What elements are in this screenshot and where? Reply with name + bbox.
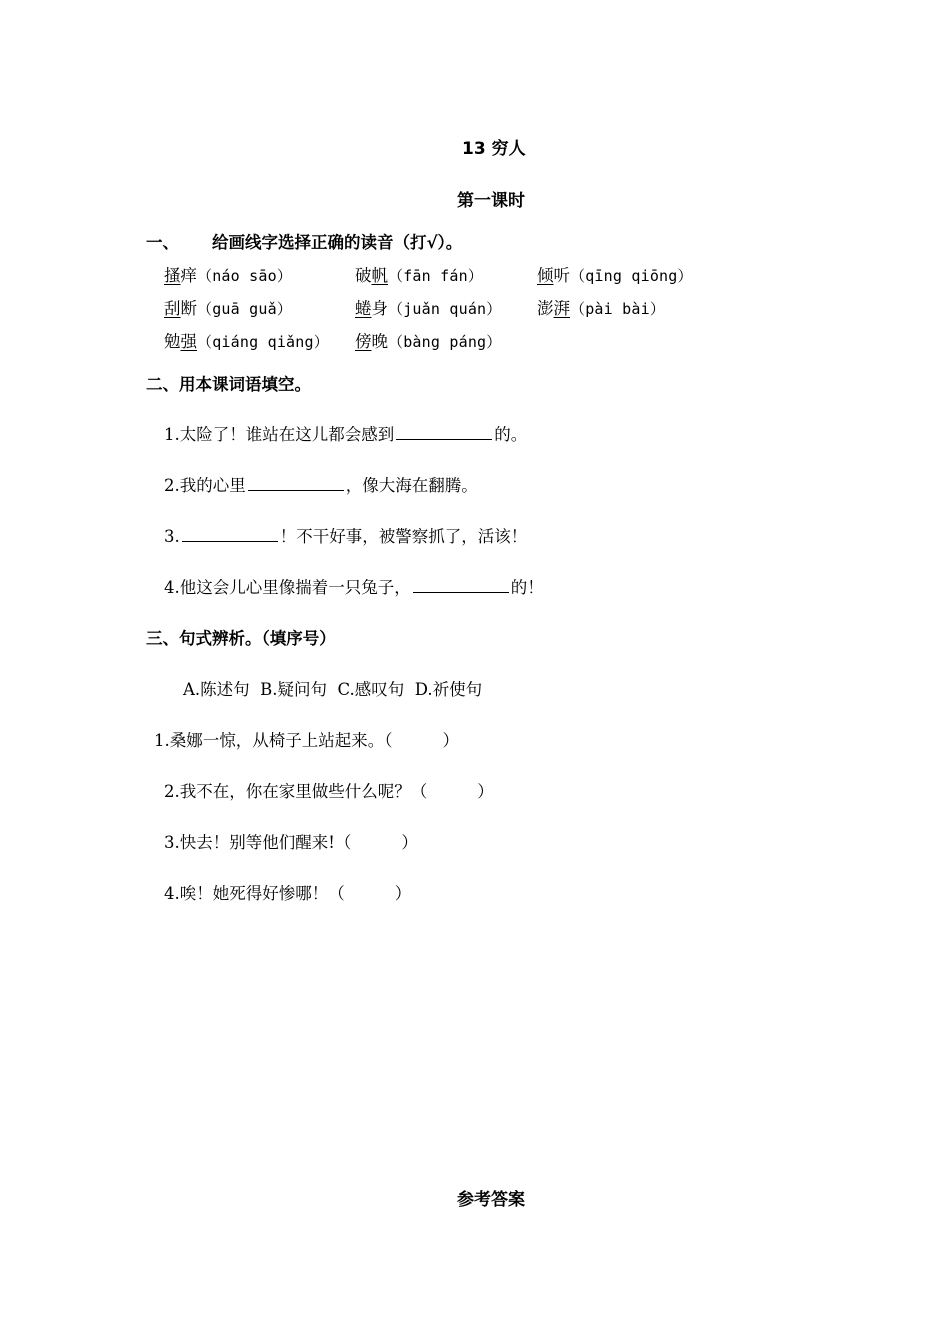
pinyin-options: （fān fán） (388, 267, 484, 285)
close-paren: ） (442, 731, 459, 750)
question-text: 的。 (494, 425, 528, 444)
type-question (154, 727, 459, 751)
lesson-subtitle: 第一课时 (457, 191, 525, 211)
question-text: 4.唉！她死得好惨哪！（ (164, 884, 345, 903)
word-rest: 勉 (164, 332, 181, 351)
word-rest: 断 (180, 299, 197, 318)
underlined-char: 强 (180, 332, 197, 351)
pinyin-item (537, 295, 665, 319)
underlined-char: 蜷 (355, 299, 372, 318)
type-question (164, 880, 411, 904)
pinyin-item (164, 328, 329, 352)
pinyin-item (164, 262, 292, 286)
question-text: 的！ (510, 578, 544, 597)
underlined-char: 湃 (553, 299, 570, 318)
fill-question (164, 523, 527, 547)
underlined-char: 倾 (537, 266, 554, 285)
fill-question (164, 574, 544, 598)
question-text: 3.快去！别等他们醒来!（ (164, 833, 352, 852)
type-question (164, 829, 418, 853)
lesson-title: 13 穷人 (462, 139, 526, 159)
answers-heading: 参考答案 (457, 1190, 525, 1210)
answer-blank[interactable] (396, 423, 492, 440)
pinyin-item (537, 262, 693, 286)
close-paren: ） (401, 833, 418, 852)
section-3-heading: 三、句式辨析。（填序号） (146, 629, 336, 648)
word-rest: 身 (371, 299, 388, 318)
word-rest: 澎 (537, 299, 554, 318)
fill-question (164, 421, 527, 445)
section-1-instruction: 给画线字选择正确的读音（打√）。 (212, 233, 463, 252)
section-2-heading: 二、用本课词语填空。 (146, 375, 311, 394)
type-question (164, 778, 494, 802)
section-1-number: 一、 (146, 233, 179, 252)
word-rest: 痒 (180, 266, 197, 285)
question-text: 4.他这会儿心里像揣着一只兔子， (164, 578, 411, 597)
underlined-char: 帆 (371, 266, 388, 285)
answer-blank[interactable] (413, 576, 509, 593)
pinyin-item (355, 295, 501, 319)
fill-question (164, 472, 478, 496)
question-text: 3. (164, 527, 180, 546)
pinyin-options: （guā guǎ） (197, 300, 293, 318)
close-paren: ） (477, 782, 494, 801)
word-rest: 听 (553, 266, 570, 285)
pinyin-options: （juǎn quán） (388, 300, 502, 318)
question-text: 1.桑娜一惊，从椅子上站起来。（ (154, 731, 393, 750)
pinyin-options: （qīng qiōng） (570, 267, 693, 285)
pinyin-options: （náo sāo） (197, 267, 293, 285)
pinyin-options: （qiáng qiǎng） (197, 333, 329, 351)
pinyin-item (355, 262, 483, 286)
sentence-type-options: A.陈述句 B.疑问句 C.感叹句 D.祈使句 (183, 680, 483, 699)
close-paren: ） (394, 884, 412, 903)
question-text: 2.我的心里 (164, 476, 246, 495)
underlined-char: 傍 (355, 332, 372, 351)
word-rest: 晚 (371, 332, 388, 351)
answer-blank[interactable] (182, 525, 278, 542)
underlined-char: 搔 (164, 266, 181, 285)
pinyin-options: （bàng páng） (388, 333, 502, 351)
underlined-char: 刮 (164, 299, 181, 318)
question-text: ！不干好事，被警察抓了，活该！ (279, 527, 528, 546)
pinyin-item (164, 295, 292, 319)
answer-blank[interactable] (248, 474, 344, 491)
question-text: 2.我不在，你在家里做些什么呢？（ (164, 782, 428, 801)
question-text: ，像大海在翻腾。 (345, 476, 478, 495)
pinyin-options: （pài bài） (570, 300, 666, 318)
question-text: 1.太险了！谁站在这儿都会感到 (164, 425, 395, 444)
word-rest: 破 (355, 266, 372, 285)
pinyin-item (355, 328, 501, 352)
